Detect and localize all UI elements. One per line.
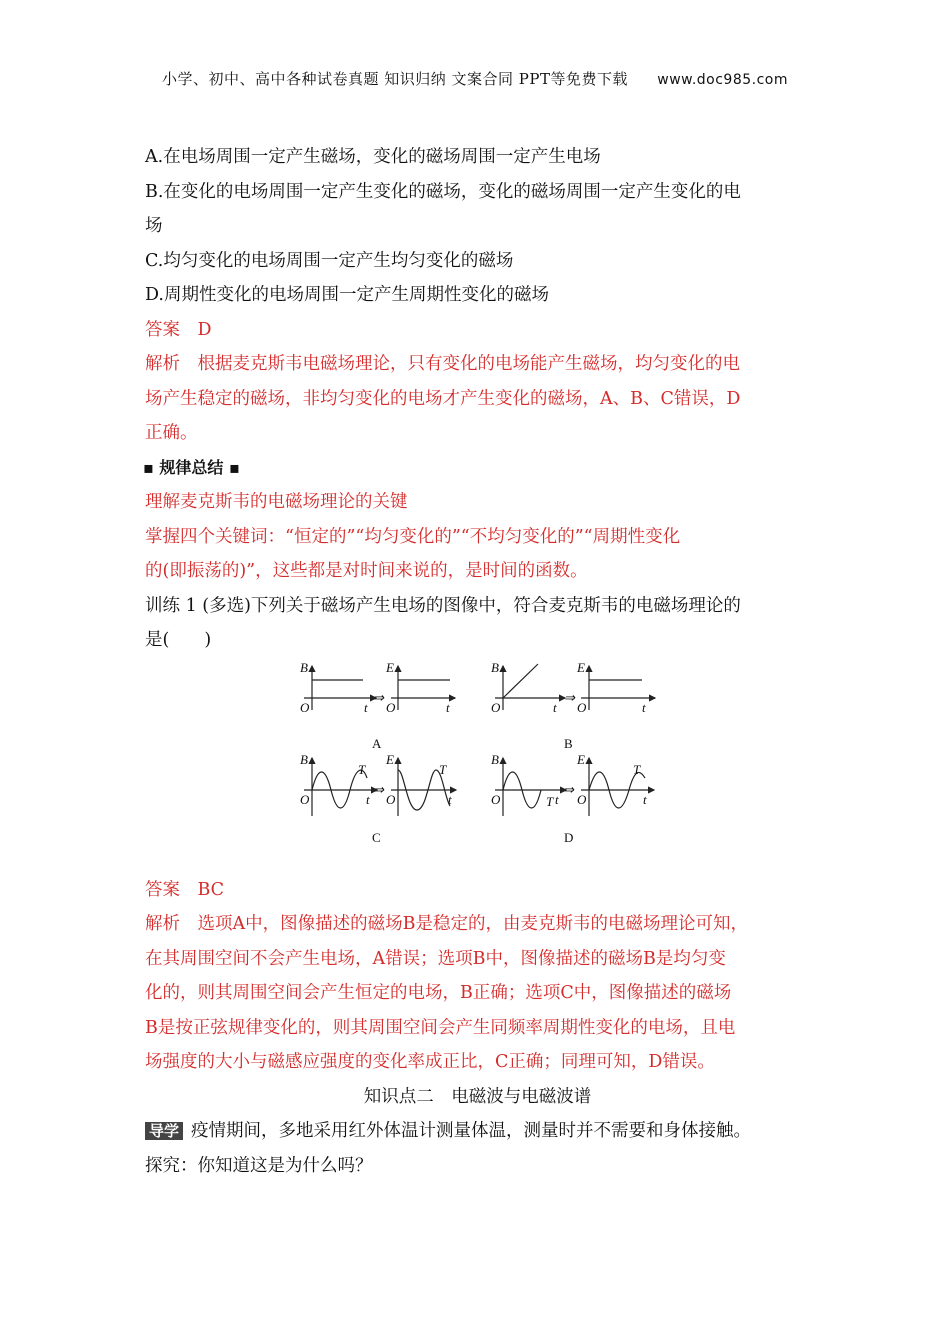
label-a-t2: t (446, 699, 450, 715)
analysis-2-line4: B是按正弦规律变化的，则其周围空间会产生同频率周期性变化的电场，且电 (145, 1017, 736, 1038)
label-b-t: t (553, 699, 557, 715)
label-a-b: B (300, 659, 308, 675)
arrow-a: ⇒ (373, 689, 384, 705)
header-site: www.doc985.com (657, 72, 789, 88)
page-header (0, 68, 950, 89)
label-c-e: E (386, 751, 394, 767)
label-b-b: B (491, 659, 499, 675)
graph-c-left (304, 758, 377, 816)
label-c-t: t (366, 791, 370, 807)
summary-body-line2: 的(即振荡的)”，这些都是对时间来说的，是时间的函数。 (145, 561, 588, 581)
exercise-figure (145, 658, 810, 873)
guide-line2: 探究：你知道这是为什么吗？ (145, 1155, 373, 1176)
label-b-e: E (577, 659, 585, 675)
guide-line1: 疫情期间，多地采用红外体温计测量体温，测量时并不需要和身体接触。 (191, 1121, 752, 1141)
exercise-line1: 训练 1 (多选)下列关于磁场产生电场的图像中，符合麦克斯韦的电磁场理论的 (145, 595, 741, 616)
label-d-T2: T (633, 761, 641, 777)
figure-svg (145, 658, 810, 873)
label-c-o: O (300, 791, 310, 807)
page-content (145, 140, 810, 1183)
analysis-2-line3: 化的，则其周围空间会产生恒定的电场，B正确；选项C中，图像描述的磁场 (145, 983, 732, 1003)
label-a-o: O (300, 699, 310, 715)
label-d-o2: O (577, 791, 587, 807)
label-a-t: t (364, 699, 368, 715)
option-d: D.周期性变化的电场周围一定产生周期性变化的磁场 (145, 285, 549, 305)
label-d-t: t (555, 791, 559, 807)
guide-tag: 导学 (145, 1122, 183, 1140)
label-d-e: E (577, 751, 585, 767)
label-c-b: B (300, 751, 308, 767)
label-d-t2: t (643, 791, 647, 807)
summary-title: 理解麦克斯韦的电磁场理论的关键 (145, 492, 408, 512)
option-b-line1: B.在变化的电场周围一定产生变化的磁场，变化的磁场周围一定产生变化的电 (145, 181, 741, 202)
arrow-c: ⇒ (373, 781, 384, 797)
graph-d-left (495, 758, 566, 816)
answer-1: 答案 D (145, 319, 212, 340)
graph-d-right (581, 758, 654, 816)
answer-2: 答案 BC (145, 879, 225, 900)
option-c: C.均匀变化的电场周围一定产生均匀变化的磁场 (145, 250, 514, 271)
analysis-2-line2: 在其周围空间不会产生电场，A错误；选项B中，图像描述的磁场B是均匀变 (145, 948, 726, 969)
header-text: 小学、初中、高中各种试卷真题 知识归纳 文案合同 PPT等免费下载 (161, 70, 628, 88)
label-c-t2: t (448, 791, 452, 807)
graph-c-right (391, 758, 456, 816)
summary-body-line1: 掌握四个关键词：“恒定的”“均匀变化的”“不均匀变化的”“周期性变化 (145, 526, 681, 547)
analysis-1-line1: 解析 根据麦克斯韦电磁场理论，只有变化的电场能产生磁场，均匀变化的电 (145, 354, 740, 374)
option-a: A.在电场周围一定产生磁场，变化的磁场周围一定产生电场 (145, 147, 601, 167)
label-d-T: T (546, 793, 554, 809)
option-b-line2: 场 (145, 216, 163, 236)
analysis-2-line1: 解析 选项A中，图像描述的磁场B是稳定的，由麦克斯韦的电磁场理论可知， (145, 914, 748, 934)
analysis-1-line3: 正确。 (145, 423, 198, 443)
label-a-e: E (386, 659, 394, 675)
fig-label-a: A (372, 735, 382, 751)
label-b-t2: t (642, 699, 646, 715)
label-c-T: T (358, 761, 366, 777)
fig-label-d: D (564, 829, 574, 845)
label-c-T2: T (439, 761, 447, 777)
section-title: 知识点二 电磁波与电磁波谱 (363, 1086, 592, 1107)
fig-label-b: B (564, 735, 573, 751)
label-a-o2: O (386, 699, 396, 715)
summary-tag: ▪ 规律总结 ▪ (143, 457, 240, 477)
arrow-b: ⇒ (564, 689, 575, 705)
exercise-line2: 是( ) (145, 630, 212, 650)
label-d-b: B (491, 751, 499, 767)
arrow-d: ⇒ (563, 781, 574, 797)
label-b-o2: O (577, 699, 587, 715)
label-d-o: O (491, 791, 501, 807)
label-b-o: O (491, 699, 501, 715)
analysis-2-line5: 场强度的大小与磁感应强度的变化率成正比，C正确；同理可知，D错误。 (145, 1052, 715, 1072)
analysis-1-line2: 场产生稳定的磁场，非均匀变化的电场才产生变化的磁场，A、B、C错误，D (145, 388, 741, 409)
label-c-o2: O (386, 791, 396, 807)
fig-label-c: C (372, 829, 381, 845)
